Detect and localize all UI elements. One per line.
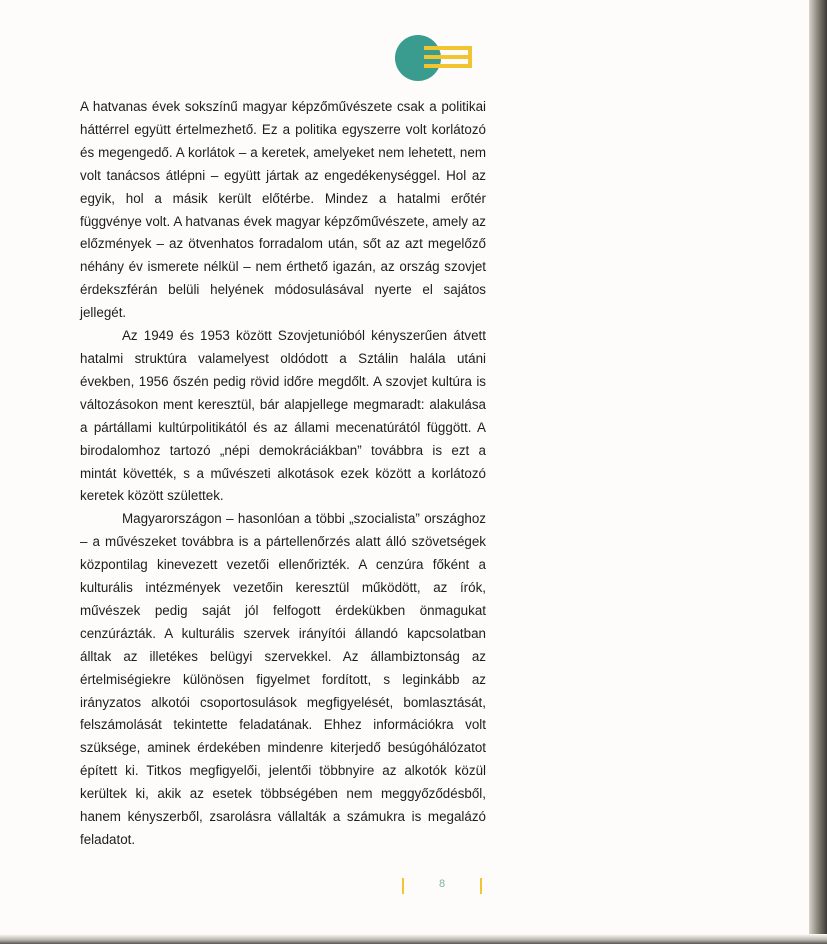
page-edge-shadow <box>809 0 827 944</box>
body-text <box>80 96 486 852</box>
paragraph-3: Magyarországon – hasonlóan a többi „szocialista” országhoz – a művészeket továbbra is a pártellenőrzés alatt álló szövetségek központilag kinevezett vezetői ellenőrizték. A cenzúra főként a kulturális intézmények vezetőin keresztül működött, az írók, művészek pedig saját jól felfogott érdekükben önmagukat cenzúrázták. A kulturális szervek irányítói állandó kapcsolatban álltak az illetékes belügyi szervekkel. Az állambiztonság az értelmiségiekre különösen figyelmet fordított, s leginkább az irányzatos alkotói csoportosulások megfigyelését, bomlasztását, felszámolását tekintette feladatának. Ehhez információkra volt szüksége, aminek érdekében mindenre kiterjedő besúgóhálózatot épített ki. Titkos megfigyelői, jelentői többnyire az alkotók közül kerültek ki, akik az esetek többségében nem meggyőződésből, hanem kényszerből, zsarolásra vállalták a számukra is megalázó feladatot. <box>80 511 486 847</box>
paragraph-1: A hatvanas évek sokszínű magyar képzőművészete csak a politikai háttérrel együtt értelmezhető. Ez a politika egyszerre volt korlátozó és megengedő. A korlátok – a keretek, amelyeket nem lehetett, nem volt tanácsos átlépni – együtt jártak az engedékenységgel. Hol az egyik, hol a másik került előtérbe. Mindez a hatalmi erőtér függvénye volt. A hatvanas évek magyar képzőművészete, amely az előzmények – az ötvenhatos forradalom után, sőt az azt megelőző néhány év ismerete nélkül – nem érthető igazán, az ország szovjet érdekszférán belüli helyének módosulásával nyerte el sajátos jellegét. <box>80 99 486 321</box>
footer-bar-right <box>480 878 482 894</box>
page-footer <box>398 876 488 896</box>
logo-icon <box>394 34 474 84</box>
page-bottom-edge <box>0 934 827 944</box>
page-number: 8 <box>438 878 446 890</box>
paragraph-2: Az 1949 és 1953 között Szovjetunióból kényszerűen átvett hatalmi struktúra valamelyest oldódott a Sztálin halála utáni években, 1956 őszén pedig rövid időre megdőlt. A szovjet kultúra is változásokon ment keresztül, bár alapjellege megmaradt: alakulása a pártállami kultúrpolitikától és az állami mecenatúrától függött. A birodalomhoz tartozó „népi demokráciákban” továbbra is ezt a mintát követték, s a művészeti alkotások ezek között a korlátozó keretek között születtek. <box>80 328 486 504</box>
